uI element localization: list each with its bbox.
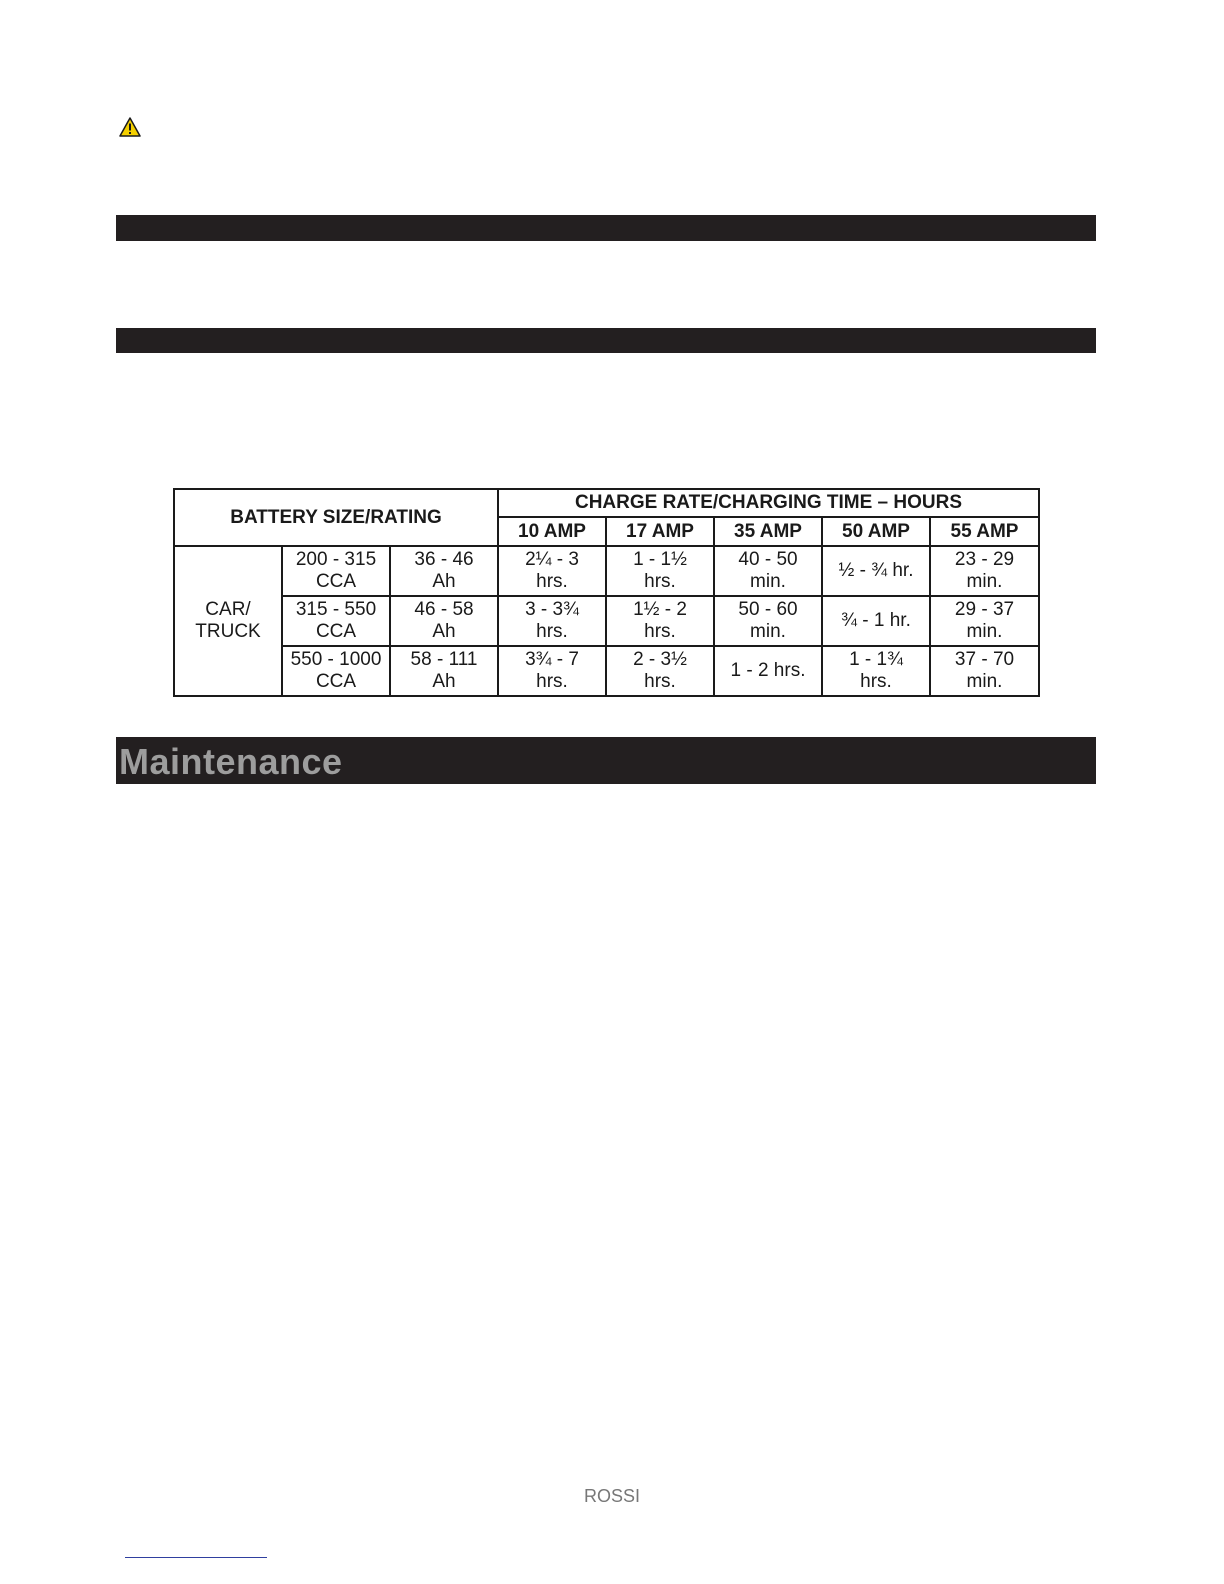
- cell-text: ¾ - 1 hr.: [841, 610, 911, 631]
- cell-text: hrs.: [536, 621, 568, 642]
- cell-text: hrs.: [644, 621, 676, 642]
- cell-text: 1 - 2 hrs.: [730, 660, 806, 681]
- cell-text: 3 - 3¾: [525, 599, 579, 620]
- time-cell: [822, 546, 930, 596]
- cell-text: CCA: [315, 671, 357, 692]
- cell-text: 2 - 3½: [633, 649, 687, 670]
- cell-text: 58 - 111: [410, 649, 478, 670]
- cell-text: CCA: [315, 571, 357, 592]
- time-cell: [930, 546, 1039, 596]
- cca-cell: [282, 596, 390, 646]
- time-cell: [714, 546, 822, 596]
- time-cell: [606, 546, 714, 596]
- cell-text: 1 - 1½: [633, 549, 687, 570]
- time-cell: [606, 596, 714, 646]
- cell-text: hrs.: [644, 671, 676, 692]
- time-cell: [930, 596, 1039, 646]
- cell-text: min.: [966, 621, 1003, 642]
- cell-text: 3¾ - 7: [525, 649, 579, 670]
- time-cell: [498, 546, 606, 596]
- cell-text: Ah: [432, 671, 456, 692]
- cell-text: hrs.: [536, 671, 568, 692]
- amp-header-35: 35 AMP: [714, 517, 822, 546]
- cell-text: min.: [966, 571, 1003, 592]
- section-header-bar: [116, 215, 1096, 241]
- vehicle-type-cell: [174, 546, 282, 696]
- maintenance-section-bar: [116, 737, 1096, 784]
- cell-text: Ah: [432, 621, 456, 642]
- footer-brand: ROSSI: [583, 1486, 640, 1506]
- cell-text: 29 - 37: [954, 599, 1015, 620]
- time-cell: [606, 646, 714, 696]
- charge-rate-table: [173, 488, 1040, 697]
- cell-text: 37 - 70: [954, 649, 1015, 670]
- warning-triangle-icon: [119, 117, 141, 137]
- battery-size-header: BATTERY SIZE/RATING: [174, 489, 498, 546]
- cca-cell: [282, 646, 390, 696]
- maintenance-heading: Maintenance: [119, 741, 343, 782]
- ah-cell: [390, 596, 498, 646]
- amp-header-50: 50 AMP: [822, 517, 930, 546]
- time-cell: [498, 646, 606, 696]
- amp-header-55: 55 AMP: [930, 517, 1039, 546]
- charge-rate-header: CHARGE RATE/CHARGING TIME – HOURS: [498, 489, 1039, 517]
- table-row: [174, 646, 1039, 696]
- cell-text: 1 - 1¾: [849, 649, 903, 670]
- amp-header-17: 17 AMP: [606, 517, 714, 546]
- vehicle-type-line: TRUCK: [195, 621, 261, 642]
- cell-text: CCA: [315, 621, 357, 642]
- cell-text: 2¼ - 3: [525, 549, 579, 570]
- cell-text: 46 - 58: [414, 599, 474, 620]
- footer-link-underline[interactable]: [125, 1557, 267, 1558]
- cell-text: 200 - 315: [295, 549, 377, 570]
- ah-cell: [390, 646, 498, 696]
- cell-text: hrs.: [536, 571, 568, 592]
- cell-text: 315 - 550: [295, 599, 377, 620]
- ah-cell: [390, 546, 498, 596]
- time-cell: [930, 646, 1039, 696]
- cell-text: 50 - 60: [738, 599, 798, 620]
- vehicle-type-line: CAR/: [205, 599, 251, 620]
- cell-text: 1½ - 2: [633, 599, 687, 620]
- cell-text: hrs.: [644, 571, 676, 592]
- cell-text: hrs.: [860, 671, 892, 692]
- time-cell: [714, 646, 822, 696]
- cell-text: min.: [750, 621, 786, 642]
- table-row: [174, 596, 1039, 646]
- cell-text: ½ - ¾ hr.: [838, 560, 914, 581]
- cell-text: 23 - 29: [954, 549, 1015, 570]
- section-header-bar: [116, 328, 1096, 353]
- amp-header-10: 10 AMP: [498, 517, 606, 546]
- time-cell: [498, 596, 606, 646]
- time-cell: [822, 596, 930, 646]
- cell-text: 36 - 46: [414, 549, 474, 570]
- cell-text: Ah: [432, 571, 456, 592]
- cell-text: 40 - 50: [738, 549, 798, 570]
- time-cell: [714, 596, 822, 646]
- cell-text: min.: [966, 671, 1003, 692]
- cell-text: min.: [750, 571, 786, 592]
- table-row: [174, 546, 1039, 596]
- cell-text: 550 - 1000: [290, 649, 382, 670]
- charge-rate-table-container: [173, 488, 1038, 697]
- cca-cell: [282, 546, 390, 596]
- time-cell: [822, 646, 930, 696]
